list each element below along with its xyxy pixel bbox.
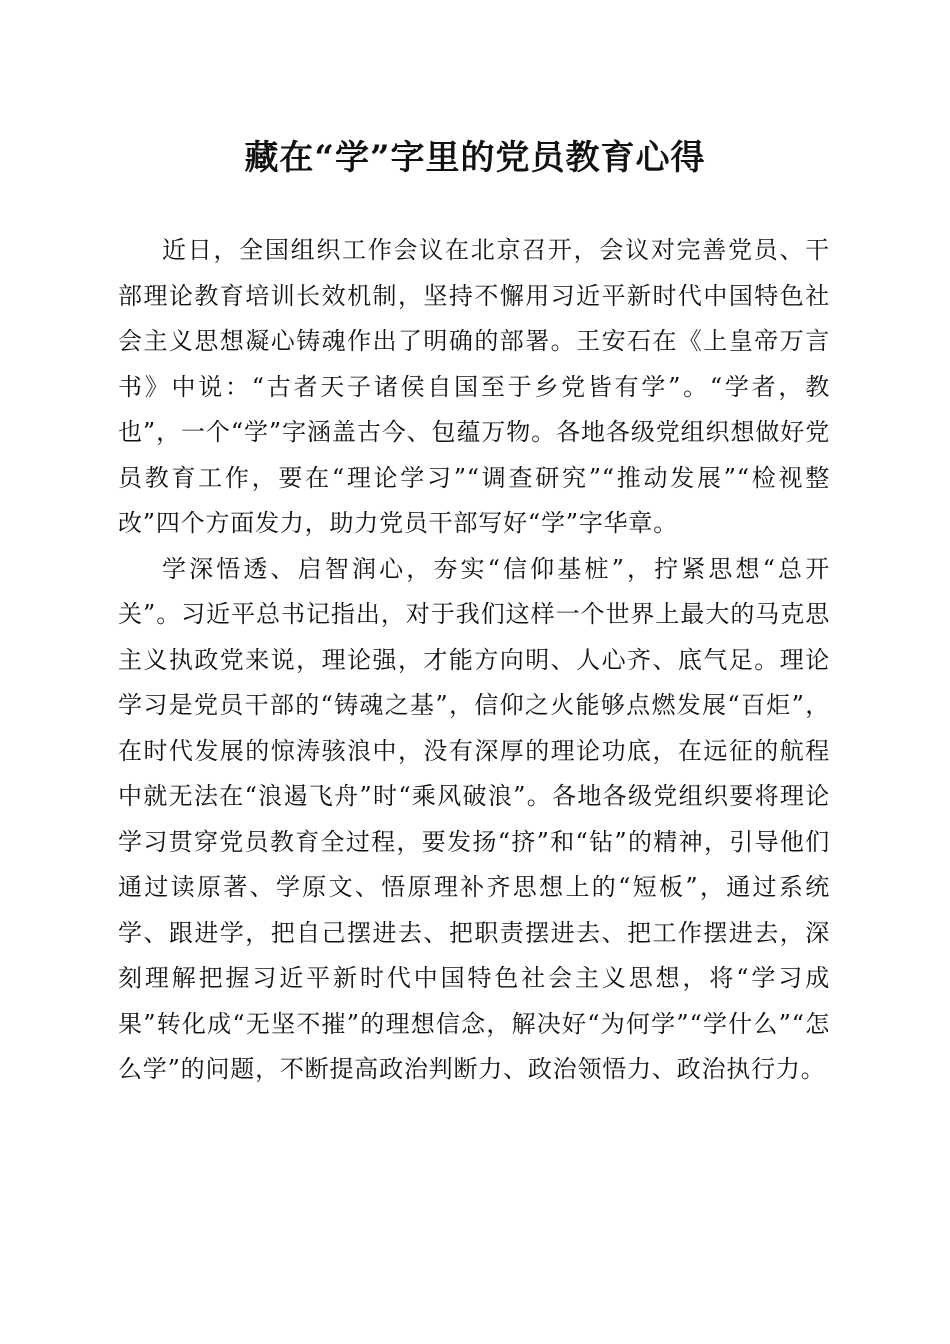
paragraph-theory-study: 学深悟透、启智润心，夯实“信仰基桩”，拧紧思想“总开关”。习近平总书记指出，对于我们这样一个世界上最大的马克思主义执政党来说，理论强，才能方向明、人心齐、底气足。理论学习是党员干部的“铸魂之基”，信仰之火能够点燃发展“百炬”，在时代发展的惊涛骇浪中，没有深厚的理论功底，在远征的航程中就无法在“浪遏飞舟”时“乘风破浪”。各地各级党组织要将理论学习贯穿党员教育全过程，要发扬“挤”和“钻”的精神，引导他们通过读原著、学原文、悟原理补齐思想上的“短板”，通过系统学、跟进学，把自己摆进去、把职责摆进去、把工作摆进去，深刻理解把握习近平新时代中国特色社会主义思想，将“学习成果”转化成“无坚不摧”的理想信念，解决好“为何学”“学什么”“怎么学”的问题，不断提高政治判断力、政治领悟力、政治执行力。 xyxy=(118,554,830,1083)
document-title: 藏在“学”字里的党员教育心得 xyxy=(244,138,706,178)
paragraph-intro: 近日，全国组织工作会议在北京召开，会议对完善党员、干部理论教育培训长效机制，坚持不懈用习近平新时代中国特色社会主义思想凝心铸魂作出了明确的部署。王安石在《上皇帝万言书》中说：“古者天子诸侯自国至于乡党皆有学”。“学者，教也”，一个“学”字涵盖古今、包蕴万物。各地各级党组织想做好党员教育工作，要在“理论学习”“调查研究”“推动发展”“检视整改”四个方面发力，助力党员干部写好“学”字华章。 xyxy=(118,236,830,537)
document-body xyxy=(118,228,830,1093)
